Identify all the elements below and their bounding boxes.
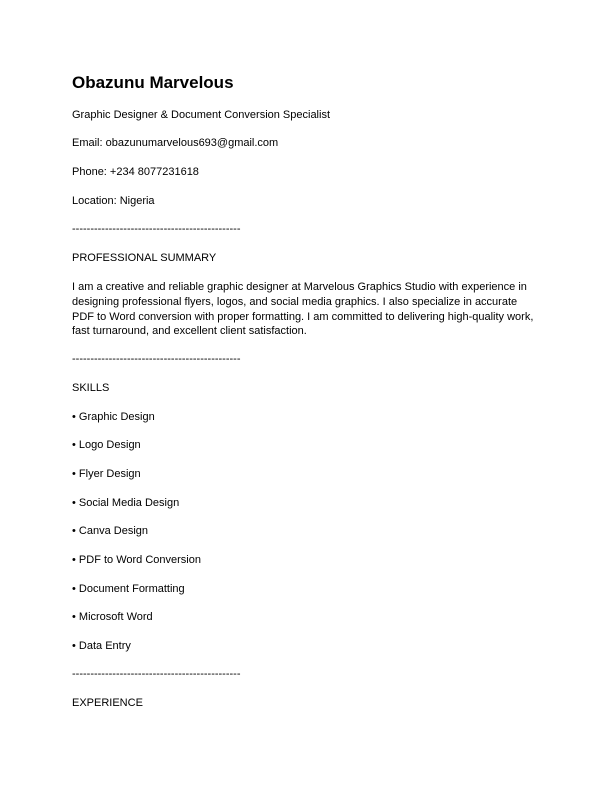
job-title: Graphic Designer & Document Conversion Specialist (72, 109, 331, 121)
section-divider: ---------------------------------------------- (72, 668, 241, 680)
skill-item: • Data Entry (72, 640, 131, 652)
phone-line: Phone: +234 8077231618 (72, 166, 199, 178)
skill-item: • Microsoft Word (72, 611, 153, 623)
experience-heading: EXPERIENCE (72, 697, 143, 709)
skill-item: • Canva Design (72, 525, 149, 537)
skills-heading: SKILLS (72, 382, 110, 394)
summary-text: I am a creative and reliable graphic designer at Marvelous Graphics Studio with experience in designing professional flyers, logos, and social media graphics. I also specialize in accurate PDF to Word conversion with proper formatting. I am committed to delivering high-quality work, fast turnaround, and excellent client satisfaction. (72, 281, 534, 338)
skill-item: • Logo Design (72, 439, 141, 451)
skill-item: • PDF to Word Conversion (72, 554, 201, 566)
email-line: Email: obazunumarvelous693@gmail.com (72, 137, 279, 149)
skill-item: • Graphic Design (72, 411, 155, 423)
candidate-name: Obazunu Marvelous (72, 73, 234, 92)
skill-item: • Document Formatting (72, 583, 185, 595)
summary-heading: PROFESSIONAL SUMMARY (72, 252, 217, 264)
section-divider: ---------------------------------------------- (72, 223, 241, 235)
skill-item: • Social Media Design (72, 497, 180, 509)
location-line: Location: Nigeria (72, 195, 155, 207)
section-divider: ---------------------------------------------- (72, 353, 241, 365)
skill-item: • Flyer Design (72, 468, 141, 480)
